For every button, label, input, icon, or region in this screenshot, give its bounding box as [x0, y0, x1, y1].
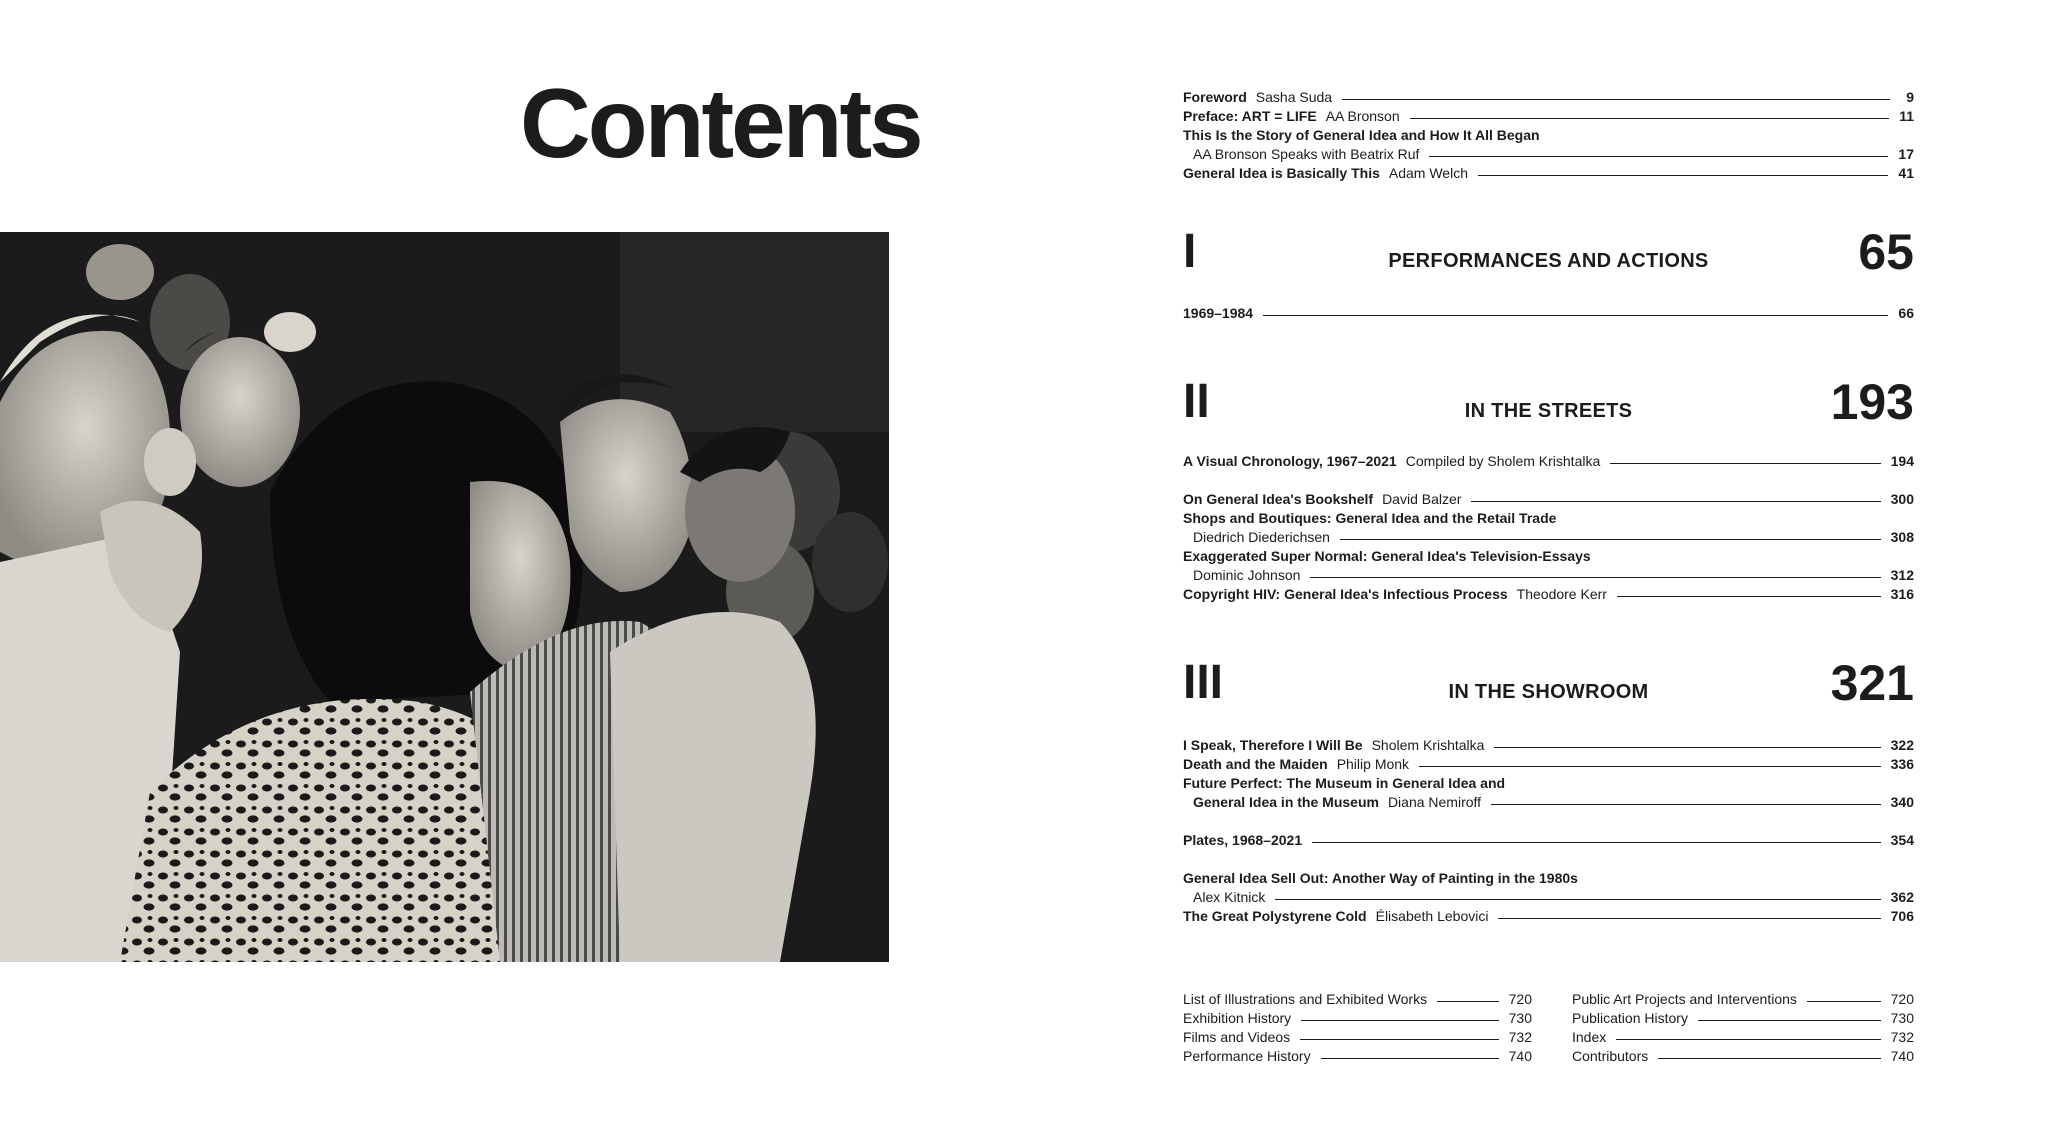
- toc-entry[interactable]: [1183, 145, 1914, 164]
- entry-page: 66: [1898, 305, 1914, 321]
- toc-entry[interactable]: [1572, 1047, 1914, 1066]
- toc-entry[interactable]: [1183, 566, 1914, 585]
- section-title: IN THE STREETS: [1464, 400, 1633, 422]
- leader-line: [1498, 907, 1880, 919]
- entry-page: 720: [1508, 991, 1532, 1007]
- entry-title: I Speak, Therefore I Will Be: [1183, 737, 1363, 753]
- toc-entry[interactable]: [1183, 88, 1914, 107]
- entry-page: 730: [1890, 1010, 1914, 1026]
- toc-entry[interactable]: [1183, 888, 1914, 907]
- toc-entry[interactable]: [1183, 304, 1914, 323]
- entry-page: 11: [1899, 108, 1914, 124]
- section-header-3[interactable]: [1183, 657, 1914, 717]
- toc-entry[interactable]: [1183, 509, 1914, 528]
- entry-page: 740: [1890, 1048, 1914, 1064]
- toc-entry[interactable]: [1183, 585, 1914, 604]
- leader-line: [1807, 990, 1881, 1002]
- entry-page: 194: [1890, 453, 1914, 469]
- entry-page: 706: [1890, 908, 1914, 924]
- entry-page: 9: [1906, 89, 1914, 105]
- toc-entry[interactable]: [1183, 831, 1914, 850]
- entry-page: 41: [1898, 165, 1914, 181]
- toc-entry[interactable]: [1183, 107, 1914, 126]
- toc-entry[interactable]: [1183, 547, 1914, 566]
- entry-page: 740: [1508, 1048, 1532, 1064]
- entry-title: General Idea is Basically This: [1183, 165, 1380, 181]
- toc-entry[interactable]: [1183, 990, 1532, 1009]
- entry-title: Contributors: [1572, 1048, 1649, 1064]
- entry-author: Dominic Johnson: [1193, 567, 1301, 583]
- entry-author: AA Bronson: [1325, 108, 1400, 124]
- leader-line: [1300, 1028, 1499, 1040]
- entry-title: This Is the Story of General Idea and How It All Began: [1183, 127, 1540, 143]
- leader-line: [1263, 304, 1888, 316]
- section-title: PERFORMANCES AND ACTIONS: [1388, 250, 1709, 272]
- leader-line: [1494, 736, 1880, 748]
- toc-entry[interactable]: [1572, 990, 1914, 1009]
- entry-author: Diana Nemiroff: [1387, 794, 1482, 810]
- entry-page: 732: [1508, 1029, 1532, 1045]
- section-numeral: III: [1183, 656, 1224, 709]
- entry-title: Preface: ART = LIFE: [1183, 108, 1317, 124]
- toc-entry[interactable]: [1183, 164, 1914, 183]
- entry-page: 336: [1890, 756, 1914, 772]
- entry-title: Exhibition History: [1183, 1010, 1292, 1026]
- leader-line: [1491, 793, 1881, 805]
- entry-page: 308: [1890, 529, 1914, 545]
- section-page: 321: [1830, 655, 1914, 711]
- entry-author: Alex Kitnick: [1193, 889, 1266, 905]
- leader-line: [1617, 585, 1881, 597]
- leader-line: [1342, 88, 1890, 100]
- toc-entry[interactable]: [1183, 774, 1914, 793]
- toc-entry[interactable]: [1183, 1009, 1532, 1028]
- entry-title: List of Illustrations and Exhibited Works: [1183, 991, 1428, 1007]
- entry-title: 1969–1984: [1183, 305, 1254, 321]
- entry-title: The Great Polystyrene Cold: [1183, 908, 1367, 924]
- entry-page: 730: [1508, 1010, 1532, 1026]
- entry-author: Theodore Kerr: [1516, 586, 1607, 602]
- leader-line: [1310, 566, 1880, 578]
- entry-title: Index: [1572, 1029, 1607, 1045]
- leader-line: [1658, 1047, 1880, 1059]
- toc-entry[interactable]: [1183, 907, 1914, 926]
- leader-line: [1610, 452, 1880, 464]
- leader-line: [1478, 164, 1888, 176]
- entry-title: Exaggerated Super Normal: General Idea's Television-Essays: [1183, 548, 1591, 564]
- leader-line: [1410, 107, 1890, 119]
- toc-entry[interactable]: [1183, 736, 1914, 755]
- entry-page: 322: [1890, 737, 1914, 753]
- entry-title: Public Art Projects and Interventions: [1572, 991, 1797, 1007]
- section-page: 193: [1830, 374, 1914, 430]
- entry-page: 300: [1890, 491, 1914, 507]
- entry-author: Sholem Krishtalka: [1371, 737, 1485, 753]
- leader-line: [1301, 1009, 1498, 1021]
- toc-entry[interactable]: [1183, 528, 1914, 547]
- entry-title: Foreword: [1183, 89, 1247, 105]
- entry-author: Adam Welch: [1388, 165, 1468, 181]
- leader-line: [1340, 528, 1881, 540]
- entry-title: A Visual Chronology, 1967–2021: [1183, 453, 1397, 469]
- leader-line: [1437, 990, 1499, 1002]
- entry-author: David Balzer: [1382, 491, 1462, 507]
- entry-author: Diedrich Diederichsen: [1193, 529, 1330, 545]
- entry-page: 720: [1890, 991, 1914, 1007]
- photo-icon: [0, 232, 889, 962]
- entry-title: Films and Videos: [1183, 1029, 1291, 1045]
- entry-author: Élisabeth Lebovici: [1375, 908, 1489, 924]
- entry-page: 316: [1890, 586, 1914, 602]
- leader-line: [1275, 888, 1880, 900]
- entry-title: Shops and Boutiques: General Idea and the Retail Trade: [1183, 510, 1557, 526]
- leader-line: [1429, 145, 1888, 157]
- toc-entry[interactable]: [1183, 1047, 1532, 1066]
- section-header-1[interactable]: [1183, 226, 1914, 286]
- section-title: IN THE SHOWROOM: [1448, 681, 1649, 703]
- toc-entry[interactable]: [1183, 126, 1914, 145]
- toc-entry[interactable]: [1183, 755, 1914, 774]
- entry-title: General Idea in the Museum: [1193, 794, 1379, 810]
- entry-title: Copyright HIV: General Idea's Infectious Process: [1183, 586, 1508, 602]
- leader-line: [1321, 1047, 1499, 1059]
- crowd-photo: [0, 232, 889, 962]
- entry-title: Performance History: [1183, 1048, 1311, 1064]
- leader-line: [1616, 1028, 1880, 1040]
- leader-line: [1312, 831, 1881, 843]
- entry-title: Future Perfect: The Museum in General Idea and: [1183, 775, 1506, 791]
- toc-entry[interactable]: [1183, 1028, 1532, 1047]
- entry-title: On General Idea's Bookshelf: [1183, 491, 1374, 507]
- entry-page: 354: [1890, 832, 1914, 848]
- section-page: 65: [1858, 224, 1914, 280]
- section-numeral: I: [1183, 225, 1197, 278]
- leader-line: [1698, 1009, 1881, 1021]
- entry-page: 312: [1890, 567, 1914, 583]
- entry-page: 362: [1890, 889, 1914, 905]
- entry-author: Philip Monk: [1336, 756, 1410, 772]
- entry-title: Publication History: [1572, 1010, 1688, 1026]
- toc-entry[interactable]: [1183, 452, 1914, 471]
- toc-entry[interactable]: [1572, 1009, 1914, 1028]
- entry-page: 340: [1890, 794, 1914, 810]
- toc-entry[interactable]: [1183, 490, 1914, 509]
- page-title: Contents: [520, 68, 921, 178]
- entry-author: Sasha Suda: [1255, 89, 1333, 105]
- entry-author: AA Bronson Speaks with Beatrix Ruf: [1193, 146, 1420, 162]
- section-numeral: II: [1183, 375, 1210, 428]
- entry-title: Plates, 1968–2021: [1183, 832, 1303, 848]
- leader-line: [1471, 490, 1880, 502]
- entry-page: 17: [1898, 146, 1914, 162]
- section-header-2[interactable]: [1183, 376, 1914, 436]
- entry-title: Death and the Maiden: [1183, 756, 1328, 772]
- entry-page: 732: [1890, 1029, 1914, 1045]
- entry-title: General Idea Sell Out: Another Way of Painting in the 1980s: [1183, 870, 1578, 886]
- toc-entry[interactable]: [1572, 1028, 1914, 1047]
- toc-entry[interactable]: [1183, 869, 1914, 888]
- toc-entry[interactable]: [1183, 793, 1914, 812]
- entry-author: Compiled by Sholem Krishtalka: [1405, 453, 1601, 469]
- leader-line: [1419, 755, 1881, 767]
